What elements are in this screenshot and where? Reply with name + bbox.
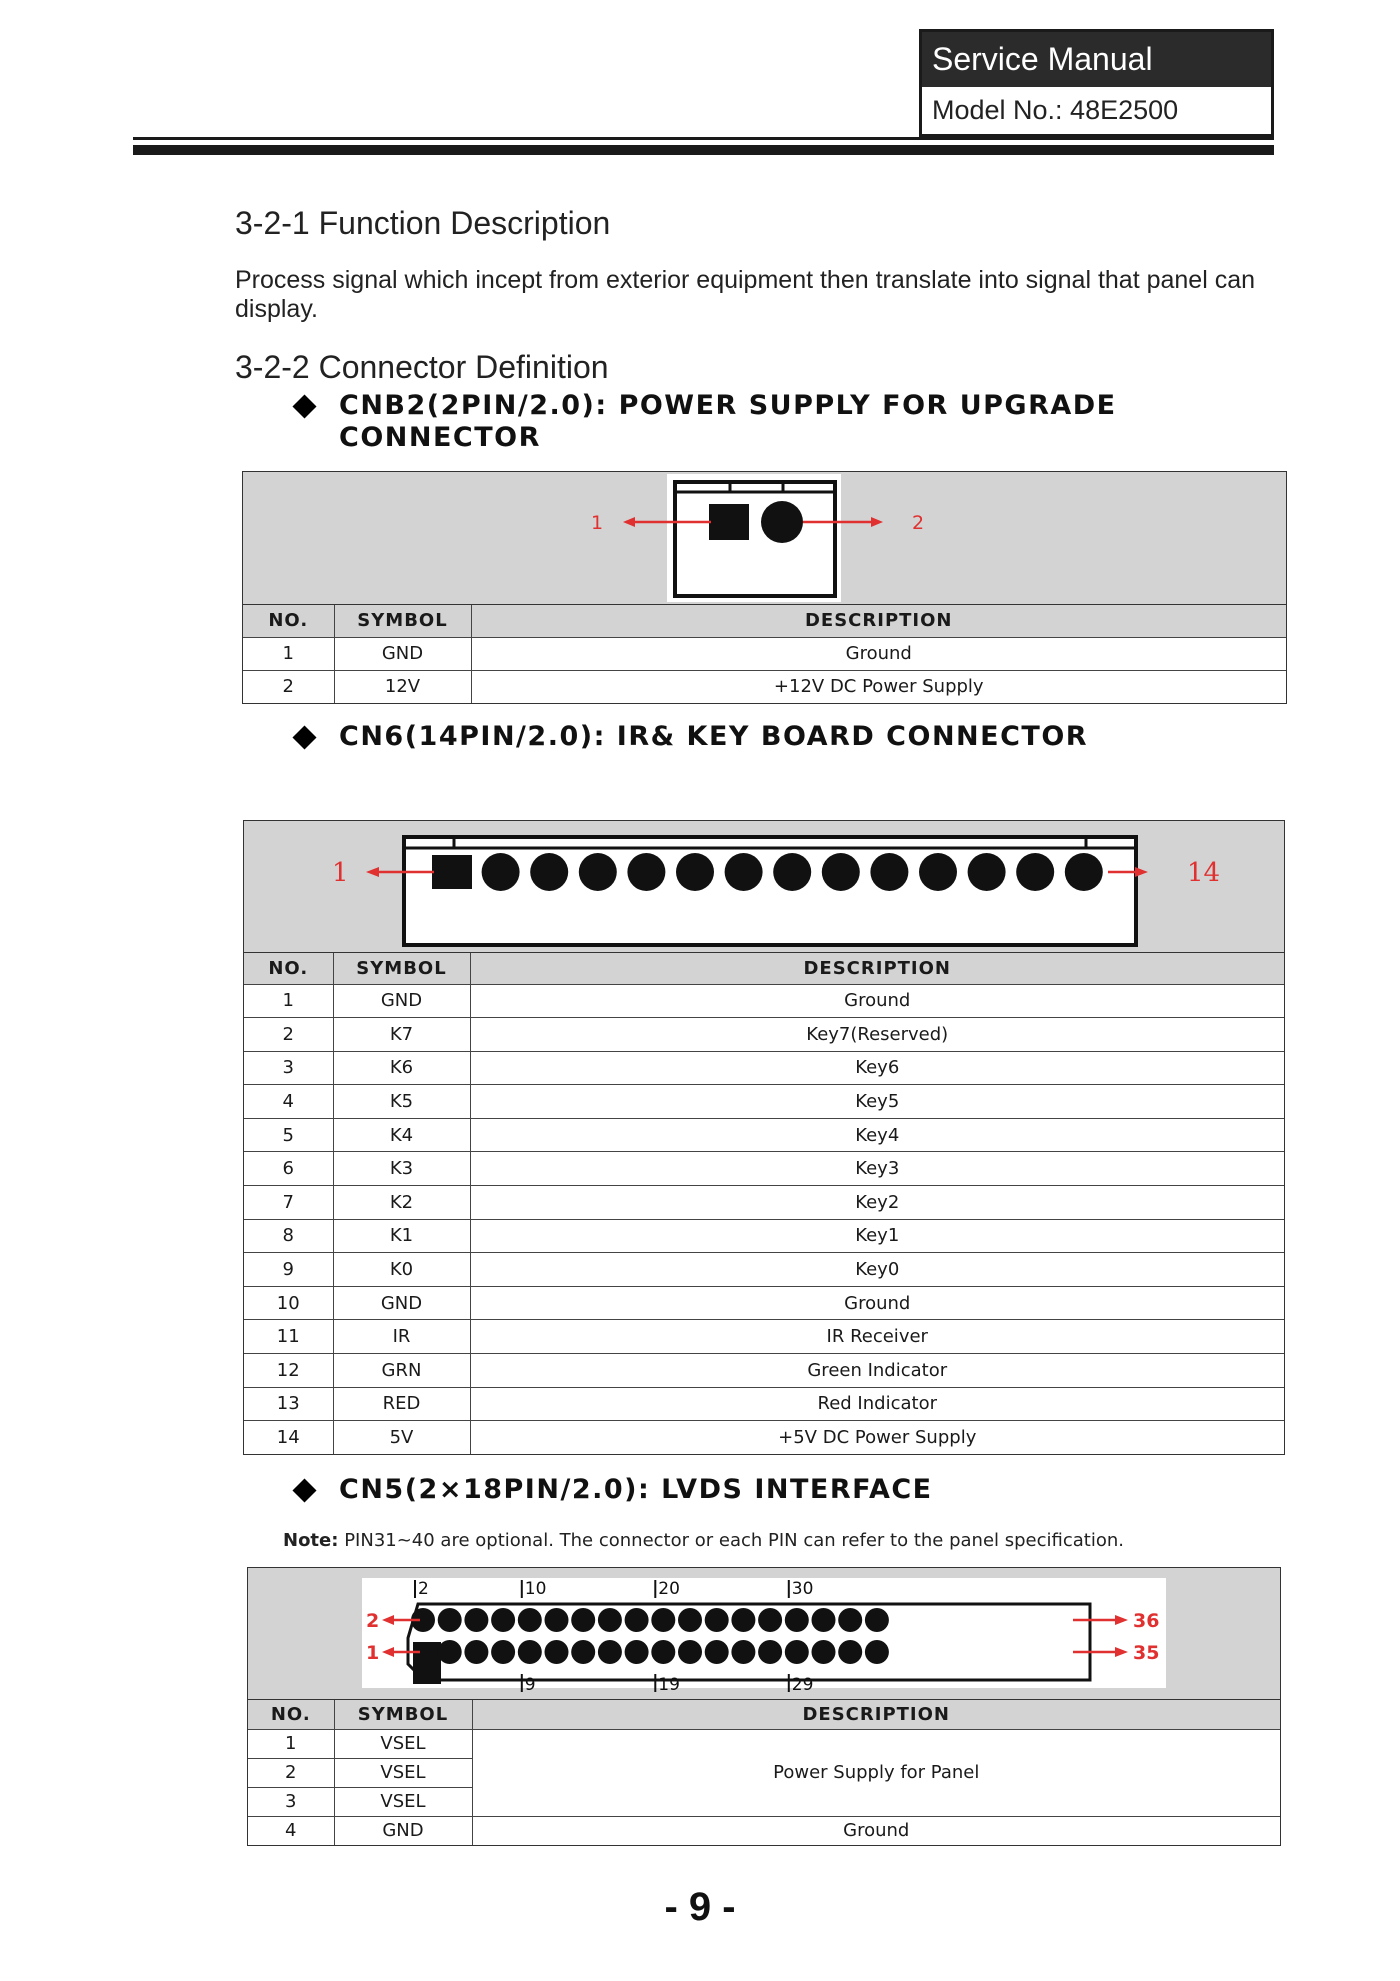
col-description: DESCRIPTION <box>470 953 1284 984</box>
col-symbol: SYMBOL <box>333 953 470 984</box>
cn5-pin-27 <box>758 1640 782 1664</box>
col-description: DESCRIPTION <box>472 1700 1280 1729</box>
table-row: 2 K7 Key7(Reserved) <box>244 1018 1284 1052</box>
table-row: 4 K5 Key5 <box>244 1085 1284 1119</box>
cn6-heading-text: CN6(14PIN/2.0): IR& KEY BOARD CONNECTOR <box>339 721 1089 752</box>
header-title: Service Manual <box>922 32 1271 87</box>
table-row: 4 GND Ground <box>248 1816 1280 1845</box>
cn5-tick-label: 30 <box>791 1579 814 1599</box>
cn6-heading <box>293 721 1088 753</box>
table-row: 1 GND Ground <box>243 637 1286 670</box>
cn5-pin-34 <box>838 1608 862 1632</box>
cn5-pin-32 <box>812 1608 836 1632</box>
cn5-label-1: 1 <box>366 1642 380 1664</box>
cn6-label-left: 1 <box>332 858 349 888</box>
cn6-pin-2 <box>482 853 520 891</box>
cn6-pin-9 <box>822 853 860 891</box>
table-row: 1 GND Ground <box>244 984 1284 1018</box>
col-no: NO. <box>248 1700 334 1729</box>
table-row: 2 12V +12V DC Power Supply <box>243 670 1286 703</box>
cn5-table <box>247 1567 1281 1846</box>
cn5-note-label: Note: <box>283 1530 339 1551</box>
cn5-label-2: 2 <box>366 1610 380 1632</box>
table-row: 5 K4 Key4 <box>244 1118 1284 1152</box>
cn6-arrowhead-right <box>1135 867 1148 877</box>
cn5-pin-35 <box>865 1640 889 1664</box>
table-row: 3 VSEL <box>248 1787 1280 1816</box>
cn6-pin-12 <box>968 853 1006 891</box>
cnb2-table <box>242 471 1287 704</box>
cn5-tick-label: 29 <box>791 1675 814 1695</box>
col-no: NO. <box>243 605 334 637</box>
header-box <box>919 29 1274 137</box>
cn6-pin-5 <box>627 853 665 891</box>
cn5-note <box>283 1530 1124 1551</box>
cn6-pin-7 <box>725 853 763 891</box>
cn5-pin-6 <box>464 1608 488 1632</box>
page-number: - 9 - <box>664 1885 736 1929</box>
cn5-pin-7 <box>491 1640 515 1664</box>
cn5-pin-28 <box>758 1608 782 1632</box>
cn5-pin-12 <box>545 1608 569 1632</box>
cn5-label-36: 36 <box>1133 1610 1160 1632</box>
cn5-pin-21 <box>678 1640 702 1664</box>
cn6-pin-14 <box>1065 853 1103 891</box>
table-row: 8 K1 Key1 <box>244 1219 1284 1253</box>
cn5-pin-29 <box>785 1640 809 1664</box>
function-title: 3-2-1 Function Description <box>235 205 611 241</box>
table-row: 1 VSEL Power Supply for Panel <box>248 1729 1280 1758</box>
cn6-pin-13 <box>1016 853 1054 891</box>
cnb2-pin-table <box>243 605 1286 703</box>
cnb2-connector-drawing <box>243 472 1285 604</box>
table-row: 6 K3 Key3 <box>244 1152 1284 1186</box>
col-symbol: SYMBOL <box>334 1700 472 1729</box>
cn5-tick-label: 2 <box>418 1579 429 1599</box>
cn5-pin-19 <box>651 1640 675 1664</box>
header-rule-thin <box>133 137 1274 140</box>
cn5-label-35: 35 <box>1133 1642 1160 1664</box>
connector-title: 3-2-2 Connector Definition <box>235 349 609 385</box>
cn6-pin-3 <box>530 853 568 891</box>
cnb2-arrowhead-right <box>871 517 883 527</box>
bullet-diamond-icon <box>292 725 316 749</box>
cn5-image-bg <box>362 1578 1166 1688</box>
cn5-pin-9 <box>518 1640 542 1664</box>
cn6-pin-1 <box>432 855 472 889</box>
cn5-pin-11 <box>545 1640 569 1664</box>
table-row: 2 VSEL <box>248 1758 1280 1787</box>
merged-description: Power Supply for Panel <box>472 1729 1280 1816</box>
cn6-table <box>243 820 1285 1455</box>
cn5-diagram <box>248 1568 1280 1700</box>
bullet-diamond-icon <box>292 394 316 418</box>
cn5-tick-label: 10 <box>524 1579 547 1599</box>
cn5-pin-36 <box>865 1608 889 1632</box>
table-row: 10 GND Ground <box>244 1286 1284 1320</box>
cn6-housing <box>404 837 1136 945</box>
cn5-pin-14 <box>571 1608 595 1632</box>
table-row: 12 GRN Green Indicator <box>244 1354 1284 1388</box>
cn5-pin-table <box>248 1700 1280 1845</box>
cn5-pin-24 <box>705 1608 729 1632</box>
cn5-pin-10 <box>518 1608 542 1632</box>
cn6-pin-table <box>244 953 1284 1454</box>
cn5-pin-33 <box>838 1640 862 1664</box>
header-rule-thick <box>133 145 1274 155</box>
cn5-pin-26 <box>731 1608 755 1632</box>
header-model: Model No.: 48E2500 <box>932 95 1179 125</box>
cn6-pin-10 <box>870 853 908 891</box>
cnb2-diagram <box>243 472 1286 605</box>
cn5-pin-4 <box>438 1608 462 1632</box>
cn5-pin-5 <box>464 1640 488 1664</box>
cn5-pin-25 <box>731 1640 755 1664</box>
cn5-note-text: PIN31~40 are optional. The connector or each PIN can refer to the panel specification. <box>344 1530 1124 1551</box>
cn6-pin-4 <box>579 853 617 891</box>
cn6-diagram <box>244 821 1284 953</box>
cn5-pin-17 <box>625 1640 649 1664</box>
table-row: 13 RED Red Indicator <box>244 1387 1284 1421</box>
cn6-pin-8 <box>773 853 811 891</box>
cnb2-heading-line2: CONNECTOR <box>339 422 541 453</box>
cn6-arrowhead-left <box>366 867 379 877</box>
cn5-pin-23 <box>705 1640 729 1664</box>
cn5-heading-text: CN5(2×18PIN/2.0): LVDS INTERFACE <box>339 1474 933 1505</box>
cn5-pin-3 <box>438 1640 462 1664</box>
cn5-tick-label: 20 <box>658 1579 680 1599</box>
cnb2-pin-1 <box>709 504 749 540</box>
cn5-pin-16 <box>598 1608 622 1632</box>
table-row: 14 5V +5V DC Power Supply <box>244 1421 1284 1455</box>
table-row: 9 K0 Key0 <box>244 1253 1284 1287</box>
cn6-pin-11 <box>919 853 957 891</box>
cn5-tick-label: 19 <box>658 1675 680 1695</box>
cn5-tick-label: 9 <box>524 1675 536 1695</box>
cn5-connector-drawing <box>248 1568 1279 1699</box>
col-no: NO. <box>244 953 333 984</box>
cn5-pin-8 <box>491 1608 515 1632</box>
table-row: 11 IR IR Receiver <box>244 1320 1284 1354</box>
cn6-connector-drawing <box>244 821 1283 952</box>
cnb2-heading <box>293 390 1117 454</box>
cnb2-heading-line1: CNB2(2PIN/2.0): POWER SUPPLY FOR UPGRADE <box>339 390 1117 421</box>
cn5-pin-18 <box>625 1608 649 1632</box>
table-row: 7 K2 Key2 <box>244 1186 1284 1220</box>
cn5-pin-20 <box>651 1608 675 1632</box>
bullet-diamond-icon <box>292 1478 316 1502</box>
cn6-pin-6 <box>676 853 714 891</box>
cn6-label-right: 14 <box>1187 858 1221 888</box>
col-description: DESCRIPTION <box>471 605 1286 637</box>
cn5-pin-13 <box>571 1640 595 1664</box>
cnb2-arrowhead-left <box>623 517 635 527</box>
function-text: Process signal which incept from exterior equipment then translate into signal that panel can display. <box>235 266 1256 323</box>
cn5-pin-31 <box>812 1640 836 1664</box>
cn5-pin-15 <box>598 1640 622 1664</box>
cn5-pin1-marker <box>413 1642 441 1684</box>
cnb2-label-right: 2 <box>912 512 925 534</box>
col-symbol: SYMBOL <box>334 605 471 637</box>
table-row: 3 K6 Key6 <box>244 1051 1284 1085</box>
cn5-pin-22 <box>678 1608 702 1632</box>
cnb2-label-left: 1 <box>591 512 604 534</box>
cn5-heading <box>293 1474 933 1506</box>
cn5-pin-30 <box>785 1608 809 1632</box>
cnb2-pin-2 <box>761 501 803 543</box>
